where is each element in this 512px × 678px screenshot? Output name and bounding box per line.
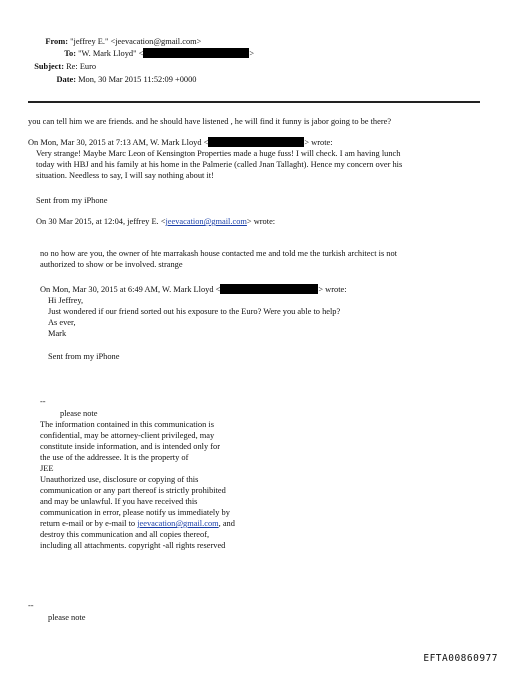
subject-value: Re: Euro	[66, 62, 97, 71]
message-body: you can tell him we are friends. and he should have listened , he will find it funny is jabor going to be there?	[28, 117, 392, 126]
quote2-email-link[interactable]: jeevacation@gmail.com	[165, 217, 247, 226]
quote3-line: As ever,	[48, 318, 76, 327]
quote1-sent-from: Sent from my iPhone	[36, 196, 108, 205]
date-value: Mon, 30 Mar 2015 11:52:09 +0000	[78, 75, 197, 84]
signature2-please-note: please note	[48, 613, 86, 622]
disclaimer-line: including all attachments. copyright -all rights reserved	[40, 541, 226, 550]
from-value: "jeffrey E." <jeevacation@gmail.com>	[70, 37, 202, 46]
signature-please-note: please note	[60, 409, 98, 418]
to-row	[20, 48, 254, 59]
date-row	[20, 74, 197, 85]
quote1-line: Very strange! Maybe Marc Leon of Kensington Properties made a huge fuss! I will check. I am having lunch	[36, 149, 401, 158]
disclaimer-return-prefix: return e-mail or by e-mail to	[40, 519, 138, 528]
subject-label: Subject:	[34, 62, 64, 71]
disclaimer-line: constitute inside information, and is intended only for	[40, 442, 221, 451]
to-label: To:	[64, 49, 76, 58]
date-label: Date:	[56, 75, 76, 84]
quote2-intro	[36, 216, 275, 227]
quote3-intro-prefix: On Mon, Mar 30, 2015 at 6:49 AM, W. Mark Lloyd <	[40, 285, 221, 294]
quote2-body	[40, 248, 397, 270]
disclaimer-line: Unauthorized use, disclosure or copying of this	[40, 475, 199, 484]
quote1-intro-suffix: > wrote:	[304, 138, 333, 147]
redaction-bar	[220, 284, 318, 294]
disclaimer-return-suffix: , and	[218, 519, 235, 528]
disclaimer-line	[40, 518, 235, 529]
to-value-suffix: >	[249, 49, 255, 58]
quote2-line: authorized to show or be involved. strange	[40, 260, 183, 269]
quote3-sent-from: Sent from my iPhone	[48, 352, 120, 361]
subject-row	[20, 61, 96, 72]
disclaimer	[40, 419, 235, 551]
quote1-body	[36, 148, 402, 181]
quote3-intro-suffix: > wrote:	[318, 285, 347, 294]
header-divider	[28, 101, 480, 103]
disclaimer-line: communication or any part thereof is strictly prohibited	[40, 486, 226, 495]
disclaimer-line: JEE	[40, 464, 54, 473]
quote3-line: Hi Jeffrey,	[48, 296, 84, 305]
quote2-line: no no how are you, the owner of hte marrakash house contacted me and told me the turkish architect is not	[40, 249, 397, 258]
disclaimer-line: the use of the addressee. It is the property of	[40, 453, 189, 462]
disclaimer-line: and may be unlawful. If you have received this	[40, 497, 198, 506]
from-row	[20, 36, 201, 47]
to-value-prefix: "W. Mark Lloyd" <	[78, 49, 144, 58]
quote1-intro	[28, 137, 333, 148]
document-id: EFTA00860977	[423, 653, 498, 664]
quote2-intro-suffix: > wrote:	[246, 217, 276, 226]
quote1-line: today with HBJ and his family at his home in the Palmerie (called Jnan Tallaght). Hence my concern over his	[36, 160, 403, 169]
redaction-bar	[143, 48, 249, 58]
quote1-intro-prefix: On Mon, Mar 30, 2015 at 7:13 AM, W. Mark Lloyd <	[28, 138, 209, 147]
quote1-line: situation. Needless to say, I will say nothing about it!	[36, 171, 214, 180]
quote3-intro	[40, 284, 347, 295]
disclaimer-line: destroy this communication and all copies thereof,	[40, 530, 210, 539]
from-label: From:	[45, 37, 68, 46]
disclaimer-line: communication in error, please notify us immediately by	[40, 508, 230, 517]
quote2-intro-prefix: On 30 Mar 2015, at 12:04, jeffrey E. <	[36, 217, 166, 226]
disclaimer-line: confidential, may be attorney-client privileged, may	[40, 431, 215, 440]
redaction-bar	[208, 137, 304, 147]
signature-dashes: --	[40, 397, 46, 406]
disclaimer-email-link[interactable]: jeevacation@gmail.com	[137, 519, 219, 528]
signature2-dashes: --	[28, 601, 34, 610]
quote3-line: Mark	[48, 329, 67, 338]
disclaimer-line: The information contained in this communication is	[40, 420, 214, 429]
quote3-body	[48, 295, 340, 339]
quote3-line: Just wondered if our friend sorted out his exposure to the Euro? Were you able to help?	[48, 307, 341, 316]
